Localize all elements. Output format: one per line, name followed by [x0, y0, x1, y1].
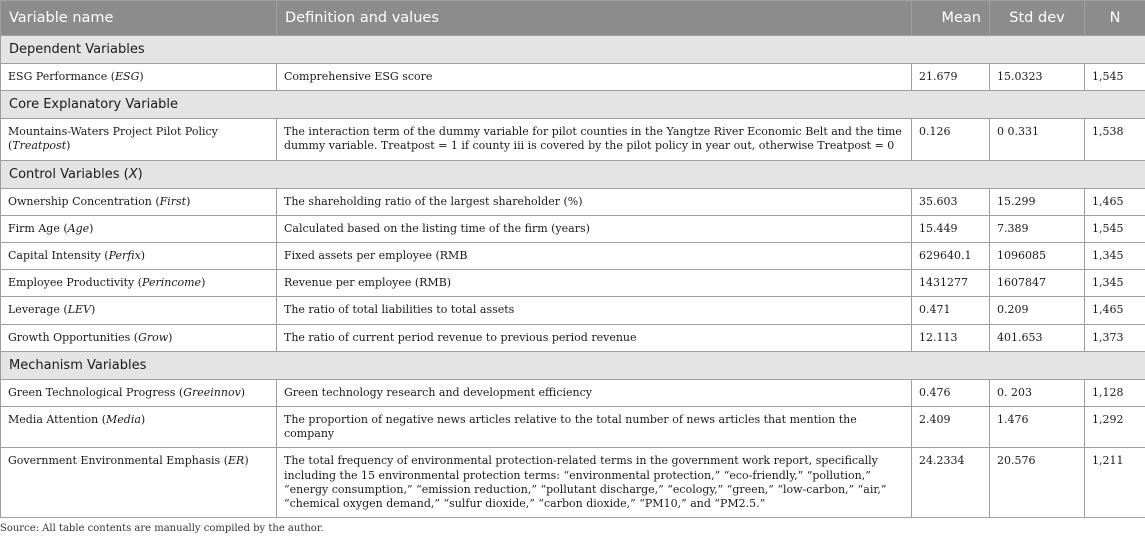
mean-cell: 629640.1 — [912, 243, 990, 270]
std-dev-cell: 20.576 — [990, 448, 1085, 518]
variable-name: Capital Intensity ( — [8, 249, 109, 263]
section-title — [1, 351, 1145, 379]
variable-abbr: Media — [106, 413, 141, 427]
variable-abbr: Treatpost — [12, 139, 67, 153]
section-title-text: Mechanism Variables — [9, 357, 147, 373]
variable-abbr: Greeinnov — [183, 385, 241, 399]
table-row — [1, 324, 1145, 351]
section-title-abbr: X — [128, 166, 138, 182]
definition-cell: Green technology research and development efficiency — [277, 379, 912, 406]
table-row — [1, 407, 1145, 448]
variable-abbr: Age — [67, 221, 90, 235]
variable-name: Green Technological Progress ( — [8, 385, 184, 399]
definition-cell: Calculated based on the listing time of the firm (years) — [277, 215, 912, 242]
variable-name-cell: Mountains-Waters Project Pilot Policy (Treatpost) — [1, 119, 277, 160]
mean-cell: 0.471 — [912, 297, 990, 324]
variable-name: Employee Productivity ( — [8, 276, 143, 290]
mean-cell: 12.113 — [912, 324, 990, 351]
std-dev-cell: 0.209 — [990, 297, 1085, 324]
definition-cell: Revenue per employee (RMB) — [277, 270, 912, 297]
definition-cell: The interaction term of the dummy variable for pilot counties in the Yangtze River Economic Belt and the time dummy variable. Treatpost = 1 if county iii is covered by the pilot policy in year out, otherwise Treatpost = 0 — [277, 119, 912, 160]
mean-cell: 24.2334 — [912, 448, 990, 518]
definition-cell: The ratio of current period revenue to previous period revenue — [277, 324, 912, 351]
definition-cell: Comprehensive ESG score — [277, 64, 912, 91]
mean-cell: 2.409 — [912, 407, 990, 448]
variable-abbr: LEV — [67, 303, 91, 317]
section-row — [1, 91, 1145, 119]
variable-name-cell: Capital Intensity (Perfix) — [1, 243, 277, 270]
table-row — [1, 270, 1145, 297]
table-row — [1, 215, 1145, 242]
header-row — [1, 1, 1145, 36]
mean-cell: 0.476 — [912, 379, 990, 406]
std-dev-cell: 1096085 — [990, 243, 1085, 270]
table-row — [1, 64, 1145, 91]
n-cell: 1,545 — [1085, 215, 1145, 242]
section-row — [1, 160, 1145, 188]
variable-name-cell: Media Attention (Media) — [1, 407, 277, 448]
header-n: N — [1085, 1, 1145, 36]
variable-name: Government Environmental Emphasis ( — [8, 454, 228, 468]
std-dev-cell: 7.389 — [990, 215, 1085, 242]
definition-cell: The shareholding ratio of the largest shareholder (%) — [277, 188, 912, 215]
variable-name-cell: Green Technological Progress (Greeinnov) — [1, 379, 277, 406]
header-variable-name: Variable name — [1, 1, 277, 36]
mean-cell: 21.679 — [912, 64, 990, 91]
variable-abbr: Perfix — [108, 249, 141, 263]
variable-name-cell: Government Environmental Emphasis (ER) — [1, 448, 277, 518]
n-cell: 1,465 — [1085, 188, 1145, 215]
variable-abbr: ESG — [115, 70, 140, 83]
definition-cell: The total frequency of environmental protection-related terms in the government work report, specifically including the 15 environmental protection terms: “environmental protection,” “eco-friendly,” “pollution,” “energy consumption,” “emission reduction,” “pollutant discharge,” “ecology,” “green,” “low-carbon,” “air,” “chemical oxygen demand,” “sulfur dioxide,” “carbon dioxide,” “PM10,” and “PM2.5.” — [277, 448, 912, 518]
variable-name-cell: ESG Performance (ESG) — [1, 64, 277, 91]
section-title-text: Control Variables ( — [9, 166, 129, 182]
n-cell: 1,345 — [1085, 270, 1145, 297]
n-cell: 1,292 — [1085, 407, 1145, 448]
std-dev-cell: 15.299 — [990, 188, 1085, 215]
variable-name: Leverage ( — [8, 303, 68, 317]
source-note: Source: All table contents are manually compiled by the author. — [0, 523, 324, 534]
n-cell: 1,545 — [1085, 64, 1145, 91]
variable-abbr: ER — [228, 454, 245, 468]
n-cell: 1,128 — [1085, 379, 1145, 406]
variable-abbr: Perincome — [142, 276, 202, 290]
variable-name: Mountains-Waters Project Pilot Policy ( — [8, 125, 218, 153]
variable-name-cell: Growth Opportunities (Grow) — [1, 324, 277, 351]
variable-abbr: Grow — [138, 330, 169, 344]
header-definition: Definition and values — [277, 1, 912, 36]
variable-name: ESG Performance ( — [8, 70, 116, 83]
header-mean: Mean — [912, 1, 990, 36]
section-title-text: Core Explanatory Variable — [9, 97, 179, 113]
std-dev-cell: 1607847 — [990, 270, 1085, 297]
table-row — [1, 119, 1145, 160]
section-title-text: Dependent Variables — [9, 42, 145, 57]
n-cell: 1,465 — [1085, 297, 1145, 324]
variable-name: Media Attention ( — [8, 413, 107, 427]
table-row — [1, 379, 1145, 406]
variable-name-cell: Employee Productivity (Perincome) — [1, 270, 277, 297]
std-dev-cell: 0 0.331 — [990, 119, 1085, 160]
std-dev-cell: 0. 203 — [990, 379, 1085, 406]
n-cell: 1,373 — [1085, 324, 1145, 351]
variable-name: Ownership Concentration ( — [8, 194, 160, 208]
variable-name-cell: Ownership Concentration (First) — [1, 188, 277, 215]
table-row — [1, 297, 1145, 324]
std-dev-cell: 15.0323 — [990, 64, 1085, 91]
variable-name: Growth Opportunities ( — [8, 330, 139, 344]
definition-cell: Fixed assets per employee (RMB — [277, 243, 912, 270]
mean-cell: 35.603 — [912, 188, 990, 215]
n-cell: 1,538 — [1085, 119, 1145, 160]
variable-name: Firm Age ( — [8, 221, 68, 235]
table-body — [1, 36, 1145, 518]
variable-abbr: First — [159, 194, 187, 208]
table-row — [1, 448, 1145, 518]
mean-cell: 15.449 — [912, 215, 990, 242]
table-row — [1, 243, 1145, 270]
section-row — [1, 351, 1145, 379]
std-dev-cell: 401.653 — [990, 324, 1085, 351]
section-title — [1, 91, 1145, 119]
section-row — [1, 36, 1145, 64]
variable-name-cell: Leverage (LEV) — [1, 297, 277, 324]
n-cell: 1,211 — [1085, 448, 1145, 518]
std-dev-cell: 1.476 — [990, 407, 1085, 448]
definition-cell: The ratio of total liabilities to total assets — [277, 297, 912, 324]
variable-name-cell: Firm Age (Age) — [1, 215, 277, 242]
table-row — [1, 188, 1145, 215]
section-title: Control Variables (X) — [1, 160, 1145, 188]
header-std-dev: Std dev — [990, 1, 1085, 36]
section-title — [1, 36, 1145, 64]
mean-cell: 0.126 — [912, 119, 990, 160]
mean-cell: 1431277 — [912, 270, 990, 297]
definition-cell: The proportion of negative news articles relative to the total number of news articles that mention the company — [277, 407, 912, 448]
n-cell: 1,345 — [1085, 243, 1145, 270]
